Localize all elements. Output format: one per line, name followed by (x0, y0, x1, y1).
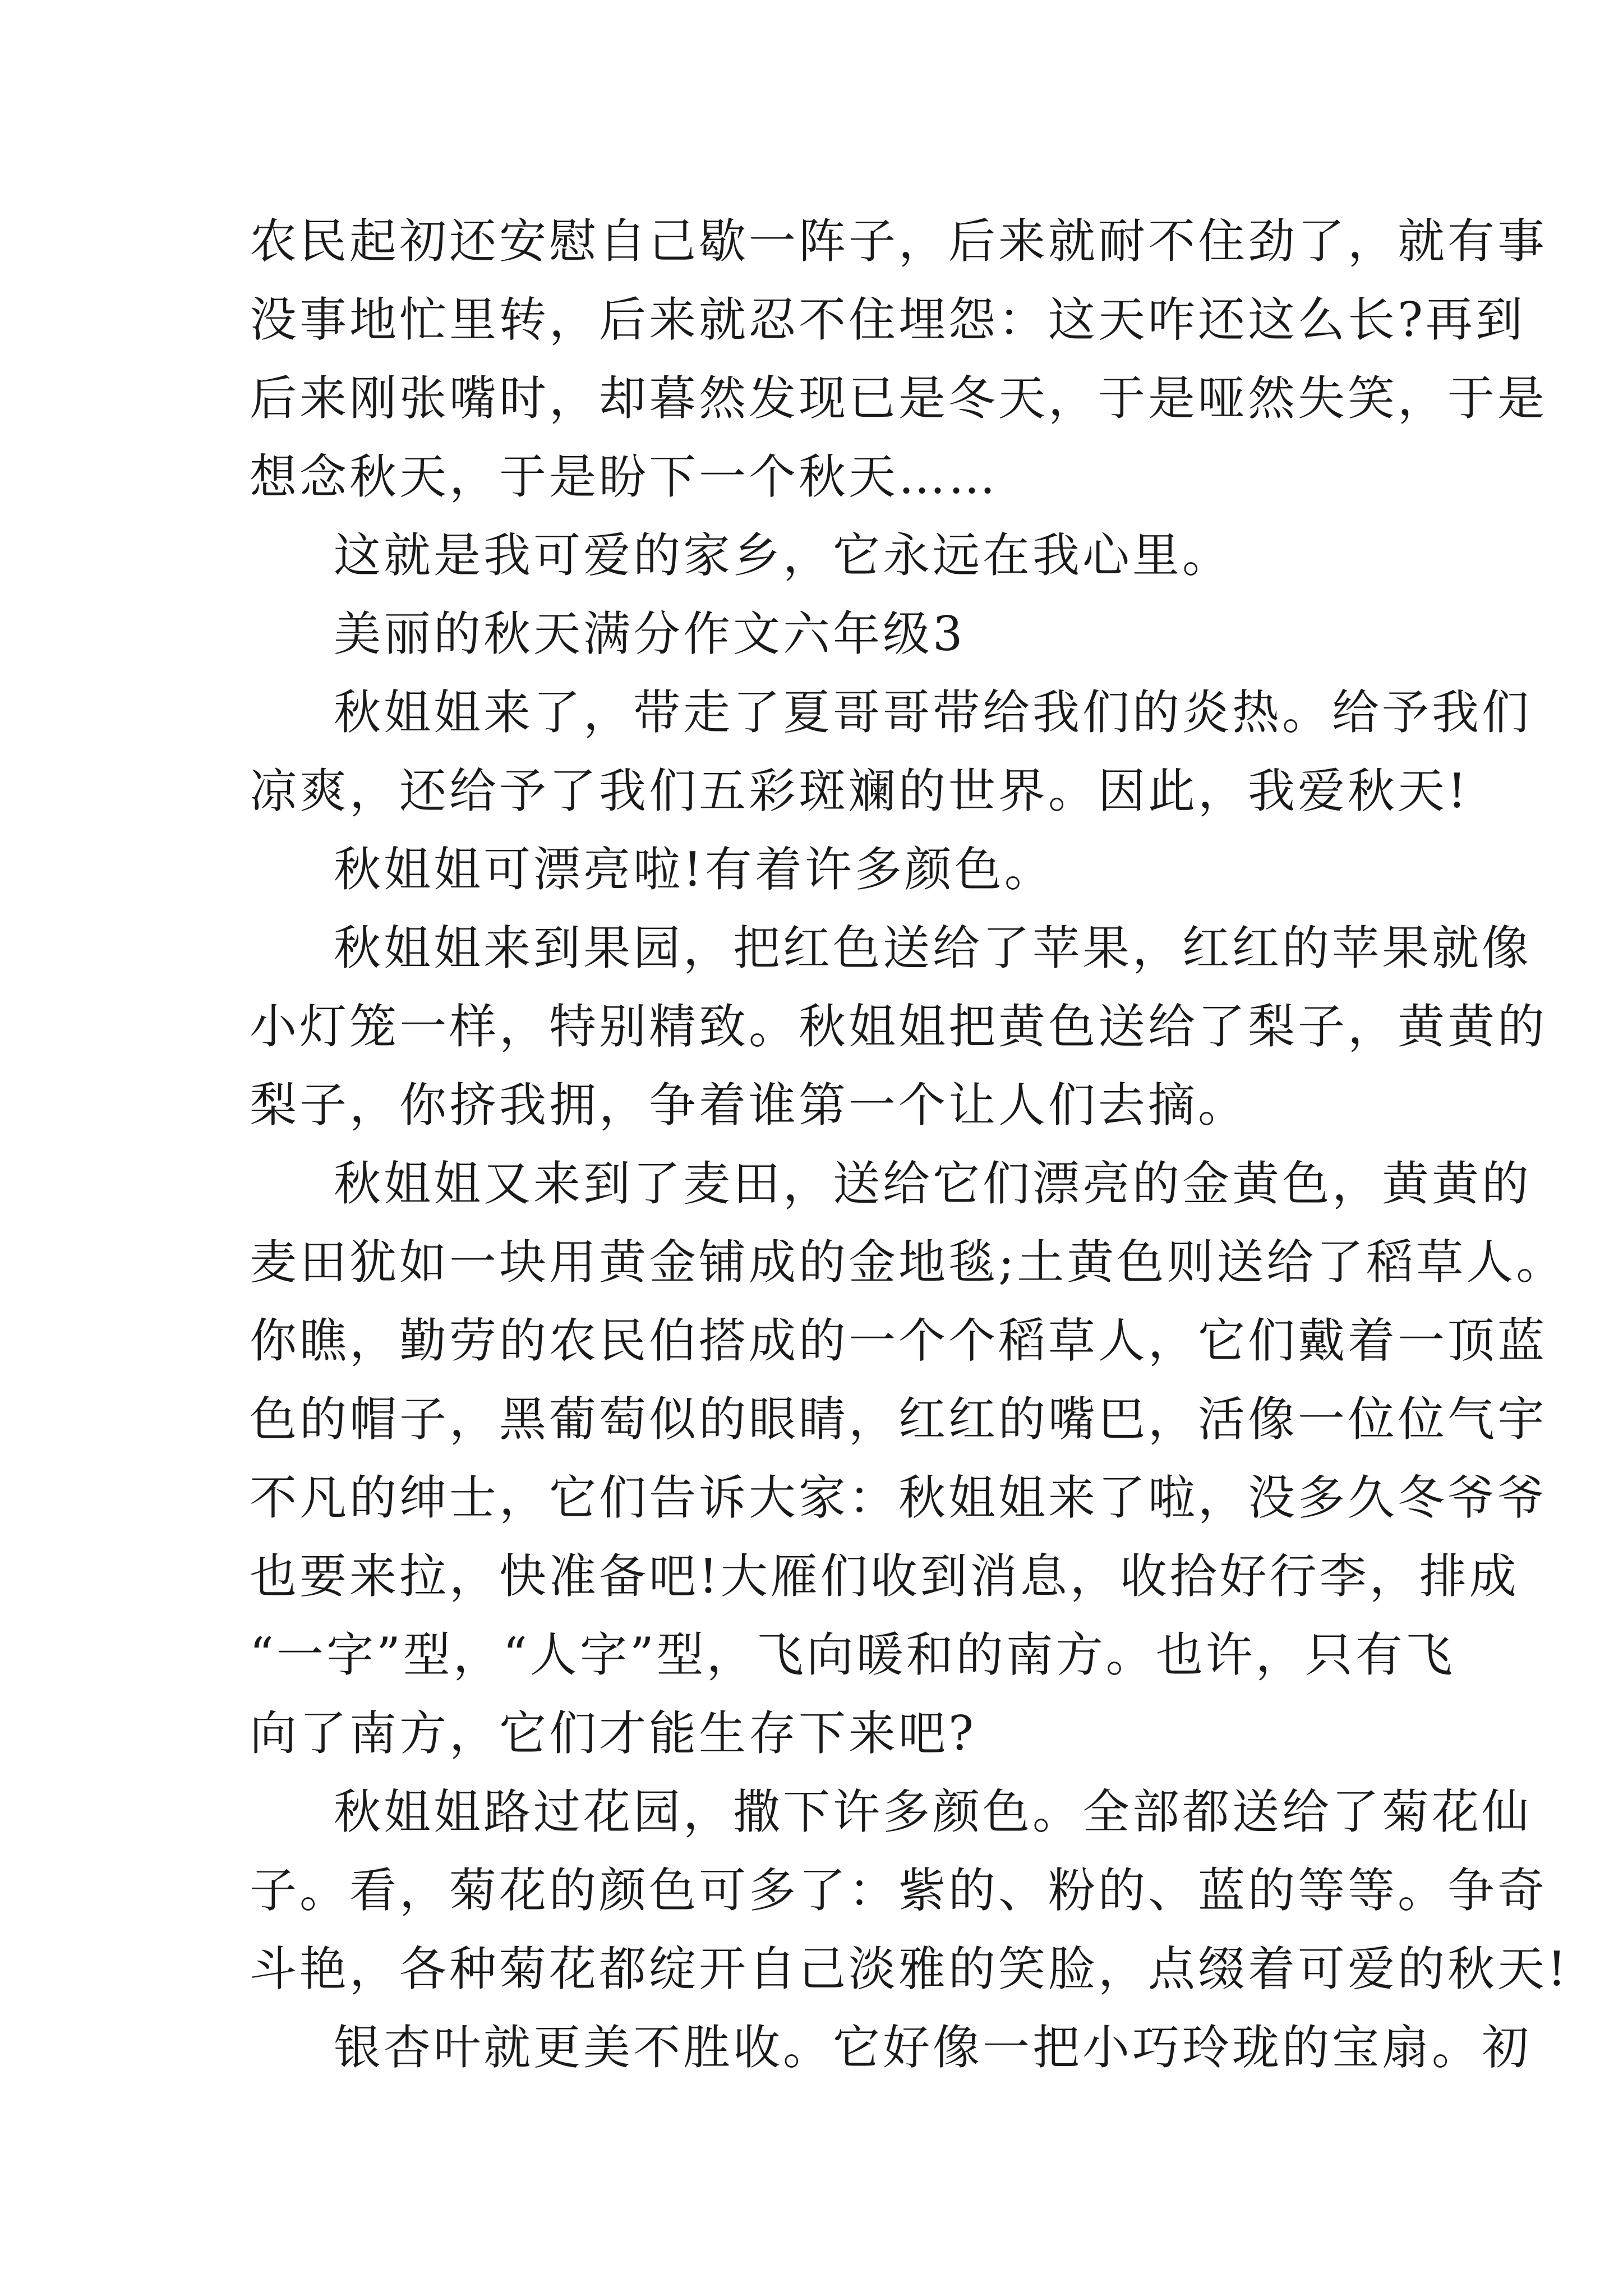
text-line: 子。看，菊花的颜色可多了：紫的、粉的、蓝的等等。争奇 (250, 1863, 1548, 1918)
text-line: 这就是我可爱的家乡，它永远在我心里。 (334, 528, 1233, 583)
text-line: 农民起初还安慰自己歇一阵子，后来就耐不住劲了，就有事 (250, 214, 1548, 269)
text-line: 斗艳，各种菊花都绽开自己淡雅的笑脸，点缀着可爱的秋天! (250, 1941, 1569, 1996)
text-line: 秋姐姐又来到了麦田，送给它们漂亮的金黄色，黄黄的 (334, 1156, 1532, 1211)
text-line: 梨子，你挤我拥，争着谁第一个让人们去摘。 (250, 1078, 1248, 1133)
text-line: 你瞧，勤劳的农民伯搭成的一个个稻草人，它们戴着一顶蓝 (250, 1313, 1548, 1368)
text-line: 向了南方，它们才能生存下来吧? (250, 1706, 977, 1761)
text-line: 小灯笼一样，特别精致。秋姐姐把黄色送给了梨子，黄黄的 (250, 999, 1548, 1054)
text-line: 不凡的绅士，它们告诉大家：秋姐姐来了啦，没多久冬爷爷 (250, 1470, 1548, 1525)
text-line: 后来刚张嘴时，却暮然发现已是冬天，于是哑然失笑，于是 (250, 371, 1548, 426)
text-line: 色的帽子，黑葡萄似的眼睛，红红的嘴巴，活像一位位气宇 (250, 1392, 1548, 1447)
text-line: 凉爽，还给予了我们五彩斑斓的世界。因此，我爱秋天! (250, 763, 1469, 818)
body-text (250, 202, 1569, 2087)
text-line: 秋姐姐路过花园，撒下许多颜色。全部都送给了菊花仙 (334, 1784, 1532, 1839)
text-line: 银杏叶就更美不胜收。它好像一把小巧玲珑的宝扇。初 (334, 2020, 1532, 2075)
text-line: “一字”型，“人字”型，飞向暖和的南方。也许，只有飞 (250, 1627, 1455, 1682)
section-heading: 美丽的秋天满分作文六年级3 (334, 606, 966, 661)
text-line: 没事地忙里转，后来就忍不住埋怨：这天咋还这么长?再到 (250, 292, 1526, 347)
text-line: 秋姐姐可漂亮啦!有着许多颜色。 (334, 842, 1054, 897)
text-line: 麦田犹如一块用黄金铺成的金地毯;土黄色则送给了稻草人。 (250, 1235, 1566, 1290)
text-line: 秋姐姐来到果园，把红色送给了苹果，红红的苹果就像 (334, 921, 1532, 976)
text-line: 秋姐姐来了，带走了夏哥哥带给我们的炎热。给予我们 (334, 685, 1532, 740)
text-line: 想念秋天，于是盼下一个秋天…… (250, 449, 999, 504)
text-line: 也要来拉，快准备吧!大雁们收到消息，收拾好行李，排成 (250, 1549, 1519, 1604)
